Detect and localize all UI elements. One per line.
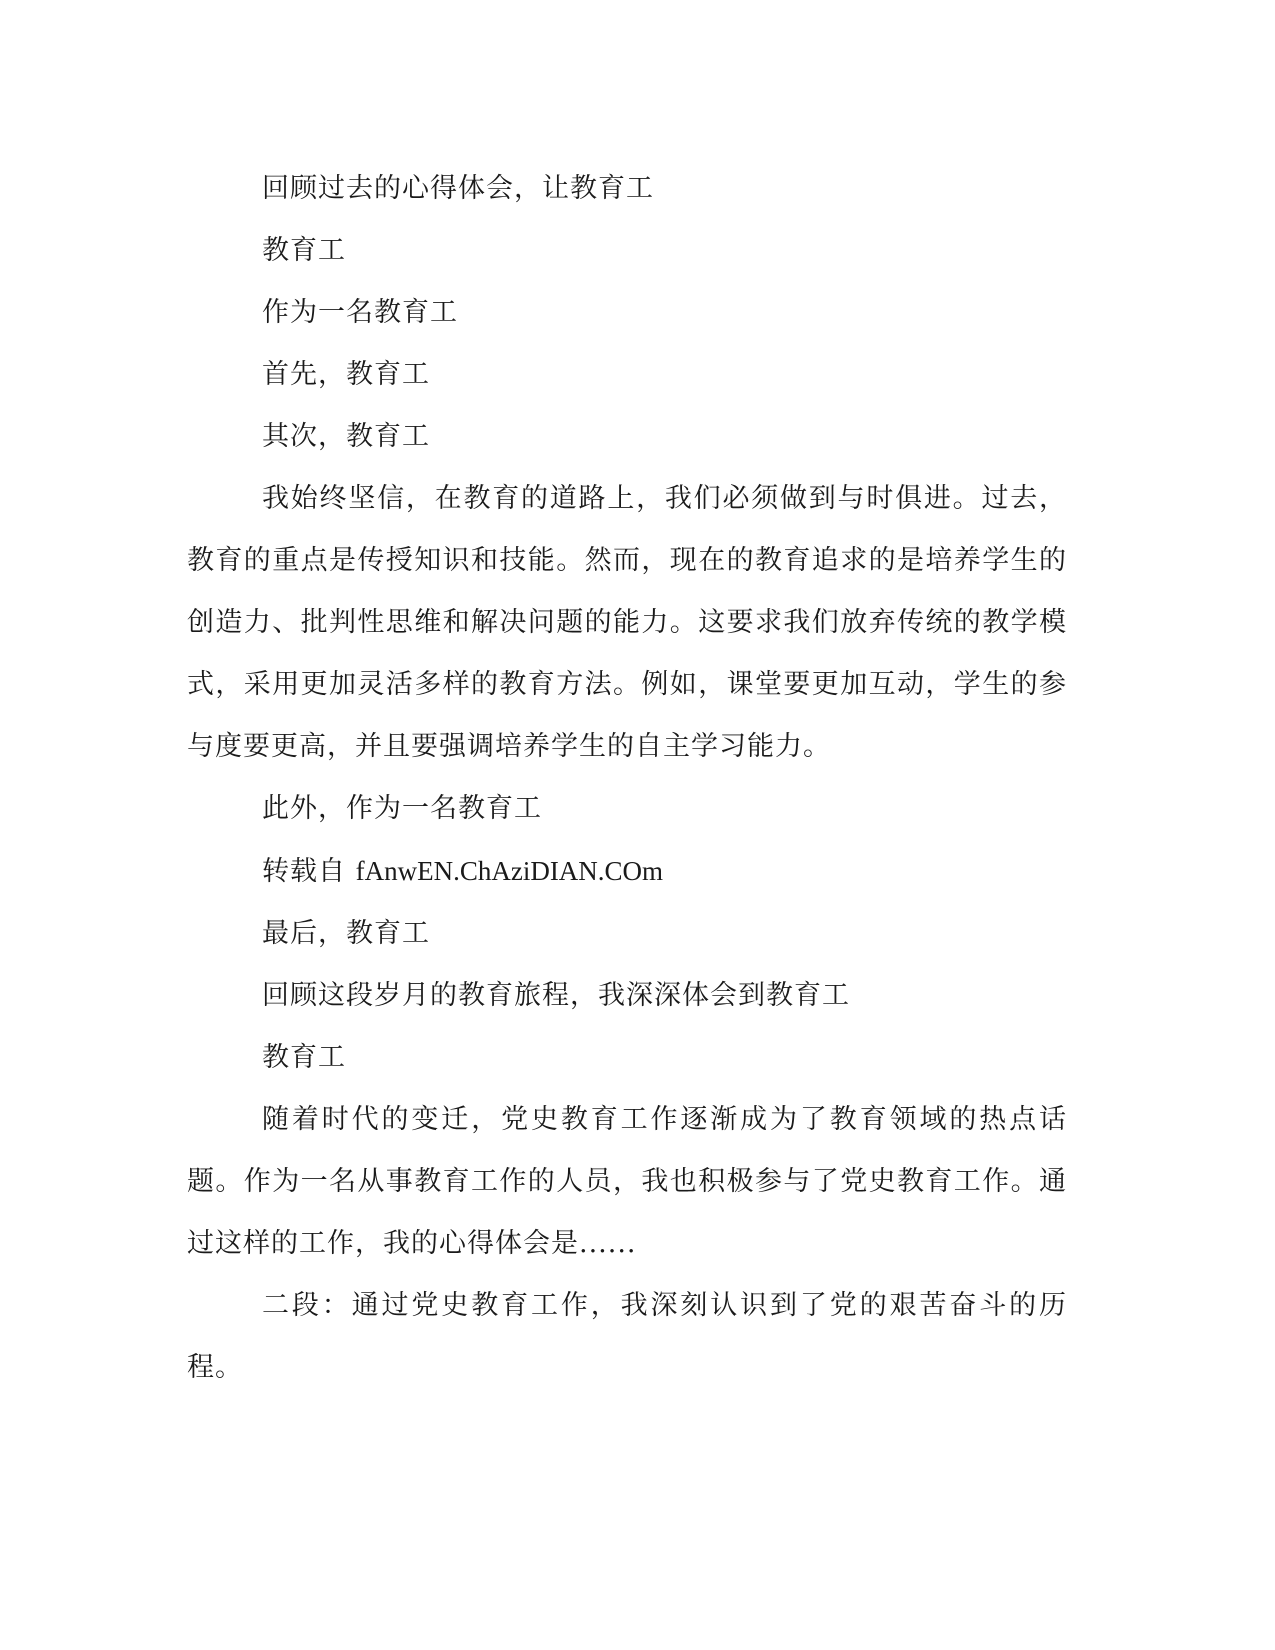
paragraph-7: 此外，作为一名教育工 [262,793,542,824]
source-prefix: 转载自 [262,856,346,887]
paragraph-6: 我始终坚信，在教育的道路上，我们必须做到与时俱进。过去，教育的重点是传授知识和技能。然而，现在的教育追求的是培养学生的创造力、批判性思维和解决问题的能力。这要求我们放弃传统的教学模式，采用更加灵活多样的教育方法。例如，课堂要更加互动，学生的参与度要更高，并且要强调培养学生的自主学习能力。 [187,483,1067,762]
paragraph-3: 作为一名教育工 [262,297,458,328]
paragraph-2: 教育工 [262,235,346,266]
document-body [187,158,1067,1399]
paragraph-10: 教育工 [262,1042,346,1073]
paragraph-8: 最后，教育工 [262,918,430,949]
paragraph-9: 回顾这段岁月的教育旅程，我深深体会到教育工 [262,980,850,1011]
paragraph-4: 首先，教育工 [262,359,430,390]
source-line [187,840,1067,903]
paragraph-1: 回顾过去的心得体会，让教育工 [262,173,654,204]
paragraph-12: 二段：通过党史教育工作，我深刻认识到了党的艰苦奋斗的历程。 [187,1290,1067,1383]
source-url: fAnwEN.ChAziDIAN.COm [355,856,664,886]
paragraph-5: 其次，教育工 [262,421,430,452]
paragraph-11: 随着时代的变迁，党史教育工作逐渐成为了教育领域的热点话题。作为一名从事教育工作的人员，我也积极参与了党史教育工作。通过这样的工作，我的心得体会是...... [187,1104,1067,1259]
